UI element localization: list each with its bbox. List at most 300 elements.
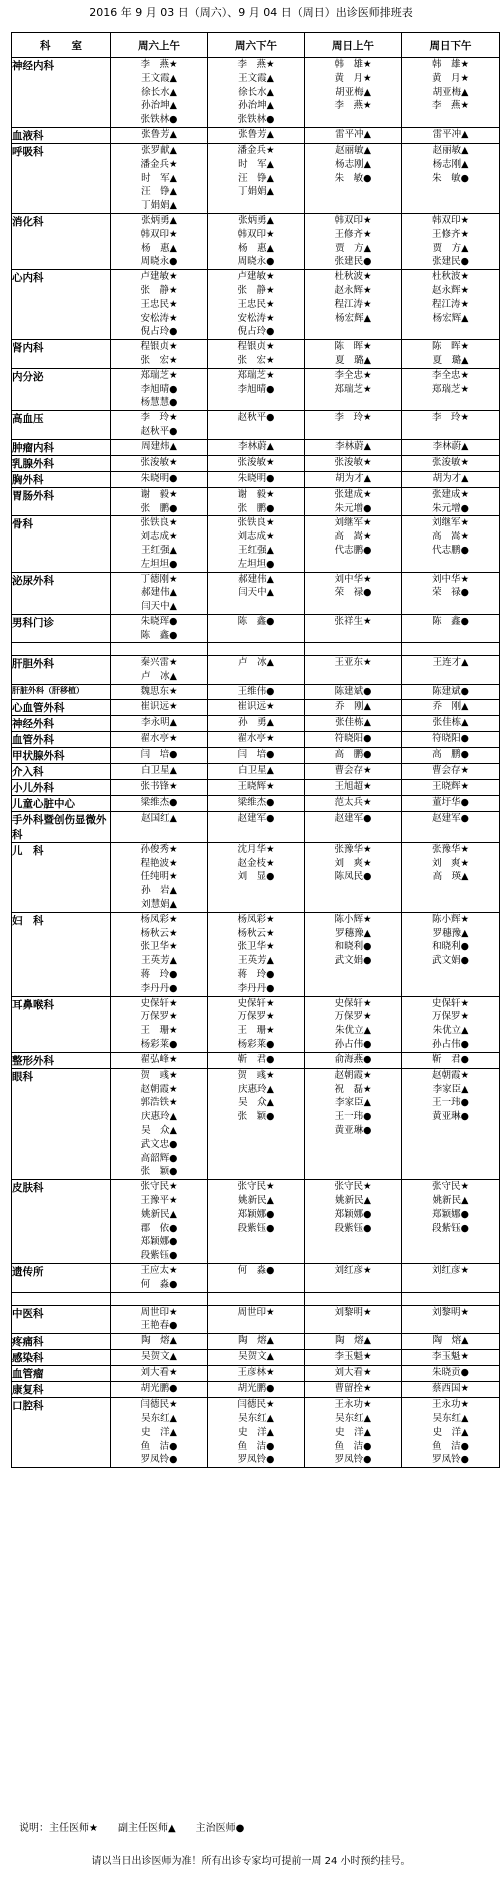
doctor-entry — [402, 325, 499, 339]
doctor-entry: 王文霞▲ — [141, 72, 177, 84]
doctor-entry: 王亚东★ — [334, 657, 372, 669]
schedule-cell-sat-pm — [208, 213, 305, 269]
doctor-entry: 张守民★ — [237, 1181, 275, 1193]
schedule-cell-sun-am — [305, 58, 402, 128]
doctor-entry: 周世印★ — [140, 1306, 178, 1318]
doctor-entry: 闫天中▲ — [141, 601, 177, 613]
doctor-entry: 程银贞★ — [140, 341, 178, 353]
doctor-entry — [402, 968, 499, 982]
dept-name: 感染科 — [12, 1350, 111, 1366]
doctor-entry — [402, 396, 499, 410]
doctor-entry: 代志鹏● — [432, 544, 469, 556]
doctor-entry: 闫德民★ — [237, 1399, 275, 1411]
header-row — [12, 33, 500, 58]
schedule-cell-sun-pm — [402, 411, 500, 440]
doctor-entry: 卢建敏★ — [140, 271, 178, 283]
doctor-entry: 万保罗★ — [237, 1011, 275, 1023]
doctor-entry — [208, 884, 304, 898]
doctor-entry: 罗穗豫▲ — [432, 927, 469, 939]
schedule-cell-sat-pm — [208, 143, 305, 213]
schedule-cell-sat-am — [111, 699, 208, 715]
doctor-entry: 郡 依● — [140, 1222, 178, 1234]
doctor-entry: 黄 月★ — [431, 72, 470, 84]
doctor-entry — [305, 982, 401, 996]
doctor-entry: 史 洋▲ — [432, 1426, 469, 1438]
doctor-entry: 朱元增● — [432, 502, 469, 514]
doctor-entry — [208, 396, 304, 410]
doctor-entry: 韩双印★ — [431, 214, 470, 226]
dept-row — [12, 516, 500, 572]
schedule-cell-sun-pm — [402, 1305, 500, 1334]
dept-name: 高血压 — [12, 411, 111, 440]
doctor-entry: 汪 铮▲ — [238, 172, 274, 184]
doctor-entry: 杨宏辉▲ — [335, 312, 371, 324]
doctor-entry: 李家臣▲ — [432, 1083, 469, 1095]
doctor-entry: 赵永辉★ — [334, 284, 372, 296]
doctor-entry — [208, 1249, 304, 1263]
dept-row — [12, 1382, 500, 1398]
doctor-entry: 张建成★ — [334, 488, 372, 500]
schedule-cell-sat-pm — [208, 411, 305, 440]
dept-name: 儿童心脏中心 — [12, 795, 111, 811]
dept-row — [12, 270, 500, 340]
doctor-entry: 杨宏辉▲ — [432, 312, 469, 324]
dept-name: 甲状腺外科 — [12, 747, 111, 763]
doctor-entry: 安松涛★ — [140, 312, 178, 324]
schedule-cell-sat-am — [111, 368, 208, 410]
doctor-entry: 陈 鑫● — [237, 615, 275, 627]
doctor-entry: 王一玮● — [334, 1111, 372, 1123]
doctor-entry: 王永功★ — [431, 1399, 470, 1411]
schedule-cell-sat-pm — [208, 1334, 305, 1350]
doctor-entry — [208, 1165, 304, 1179]
schedule-cell-sat-pm — [208, 127, 305, 143]
gap-cell — [208, 643, 305, 656]
schedule-cell-sun-pm — [402, 439, 500, 455]
doctor-entry: 乔 刚▲ — [432, 700, 469, 712]
doctor-entry: 李 燕★ — [237, 59, 275, 70]
doctor-entry: 王一玮● — [432, 1097, 469, 1109]
doctor-entry: 张守民★ — [431, 1181, 470, 1193]
dept-name: 胸外科 — [12, 471, 111, 487]
schedule-cell-sun-am — [305, 411, 402, 440]
section-gap — [12, 1292, 500, 1305]
schedule-cell-sat-pm — [208, 779, 305, 795]
doctor-entry: 谢 毅★ — [140, 488, 178, 500]
doctor-entry: 姚新民▲ — [238, 1195, 274, 1206]
schedule-cell-sun-am — [305, 1350, 402, 1366]
schedule-cell-sun-pm — [402, 1398, 500, 1468]
dept-name: 整形外科 — [12, 1052, 111, 1068]
doctor-entry: 史 洋▲ — [335, 1426, 371, 1438]
schedule-cell-sat-pm — [208, 58, 305, 128]
doctor-entry — [208, 1278, 304, 1292]
doctor-entry: 张 颖● — [140, 1166, 178, 1178]
schedule-cell-sun-am — [305, 1334, 402, 1350]
dept-row — [12, 143, 500, 213]
doctor-entry: 罗穗豫▲ — [335, 927, 371, 939]
doctor-entry: 张豫华★ — [431, 843, 470, 855]
doctor-entry: 时 军▲ — [238, 158, 274, 170]
doctor-entry: 史保轩★ — [431, 997, 470, 1009]
dept-name: 儿 科 — [12, 842, 111, 912]
dept-row — [12, 1398, 500, 1468]
schedule-cell-sat-am — [111, 811, 208, 842]
doctor-entry — [402, 884, 499, 898]
doctor-entry: 王艳春● — [140, 1320, 178, 1332]
schedule-cell-sun-am — [305, 572, 402, 614]
doctor-entry: 李 燕★ — [140, 59, 178, 70]
doctor-entry: 左坦坦● — [237, 558, 275, 570]
dept-row — [12, 487, 500, 516]
schedule-cell-sun-pm — [402, 763, 500, 779]
doctor-entry: 曹留拴★ — [334, 1383, 372, 1395]
schedule-cell-sat-am — [111, 270, 208, 340]
doctor-entry: 闫德民★ — [140, 1399, 178, 1411]
doctor-entry: 赵丽敏▲ — [432, 144, 469, 156]
doctor-entry — [402, 185, 499, 199]
doctor-entry: 鱼 洁● — [334, 1440, 372, 1452]
doctor-entry: 朱 敏● — [432, 172, 469, 184]
schedule-cell-sat-am — [111, 1068, 208, 1179]
doctor-entry: 杨志刚▲ — [432, 158, 469, 170]
doctor-entry: 李家臣▲ — [335, 1097, 371, 1109]
doctor-entry: 胡为才▲ — [335, 472, 371, 484]
schedule-cell-sun-pm — [402, 270, 500, 340]
doctor-entry: 徐长水▲ — [141, 86, 177, 98]
schedule-cell-sat-am — [111, 779, 208, 795]
doctor-entry: 郑颖娜● — [432, 1208, 469, 1220]
schedule-cell-sun-pm — [402, 58, 500, 128]
doctor-entry: 韩双印★ — [237, 228, 275, 240]
doctor-entry — [402, 1152, 499, 1166]
footer-note: 请以当日出诊医师为准！所有出诊专家均可提前一周 24 小时预约挂号。 — [91, 1856, 411, 1867]
doctor-entry: 鱼 洁● — [237, 1440, 275, 1452]
schedule-cell-sun-am — [305, 471, 402, 487]
doctor-entry: 赵建军● — [237, 812, 275, 824]
doctor-entry: 赵朝霞★ — [334, 1069, 372, 1081]
schedule-cell-sat-am — [111, 912, 208, 996]
dept-row — [12, 455, 500, 471]
schedule-cell-sat-pm — [208, 731, 305, 747]
schedule-cell-sat-am — [111, 763, 208, 779]
doctor-entry: 李丹丹● — [237, 982, 275, 994]
schedule-cell-sun-pm — [402, 912, 500, 996]
doctor-entry: 李永明▲ — [141, 716, 177, 728]
doctor-entry — [402, 898, 499, 912]
dept-name: 消化科 — [12, 213, 111, 269]
schedule-cell-sun-am — [305, 779, 402, 795]
schedule-cell-sun-am — [305, 656, 402, 685]
doctor-entry — [305, 425, 401, 439]
doctor-entry — [402, 670, 499, 684]
dept-row — [12, 614, 500, 643]
schedule-cell-sat-am — [111, 487, 208, 516]
doctor-entry: 郑瑞芝★ — [140, 369, 178, 381]
doctor-entry — [305, 1249, 401, 1263]
doctor-entry: 白卫星▲ — [238, 764, 274, 776]
schedule-cell-sun-am — [305, 368, 402, 410]
schedule-cell-sun-pm — [402, 1052, 500, 1068]
doctor-entry: 杜秋波★ — [334, 271, 372, 283]
doctor-entry: 谢 毅★ — [237, 488, 275, 500]
doctor-entry: 罗凤铃● — [237, 1454, 275, 1466]
doctor-entry: 朱晓珲● — [140, 615, 178, 627]
doctor-entry: 段紫钰● — [334, 1222, 372, 1234]
doctor-entry: 段紫钰● — [432, 1222, 469, 1234]
doctor-entry: 张浚敏★ — [140, 456, 178, 468]
schedule-cell-sun-am — [305, 763, 402, 779]
doctor-entry: 陈 晖★ — [334, 341, 372, 353]
header-sun-am: 周日上午 — [305, 33, 402, 58]
doctor-entry: 刘红彦★ — [431, 1264, 470, 1276]
doctor-entry: 孙俊秀★ — [140, 843, 178, 855]
doctor-entry: 崔识远★ — [237, 700, 275, 712]
doctor-entry: 乔 刚▲ — [335, 700, 371, 712]
doctor-entry: 鱼 洁● — [140, 1440, 178, 1452]
schedule-cell-sun-am — [305, 340, 402, 369]
dept-name: 肿瘤内科 — [12, 439, 111, 455]
doctor-entry: 曹会存★ — [431, 764, 470, 776]
dept-name: 胃肠外科 — [12, 487, 111, 516]
doctor-entry — [305, 968, 401, 982]
doctor-entry: 赵秋平● — [237, 412, 275, 424]
schedule-cell-sat-pm — [208, 1398, 305, 1468]
dept-name: 心血管外科 — [12, 699, 111, 715]
doctor-entry — [402, 1319, 499, 1333]
doctor-entry: 李 燕★ — [431, 100, 470, 112]
schedule-cell-sun-am — [305, 1382, 402, 1398]
doctor-entry: 张卫华★ — [237, 941, 275, 953]
doctor-entry: 刘黎明★ — [431, 1306, 470, 1318]
schedule-cell-sat-pm — [208, 699, 305, 715]
doctor-entry: 朱晓明● — [140, 472, 178, 484]
schedule-cell-sun-am — [305, 143, 402, 213]
doctor-entry: 陈小辉★ — [334, 913, 372, 925]
doctor-entry — [305, 1319, 401, 1333]
doctor-entry: 陈 鑫● — [140, 629, 178, 641]
doctor-entry: 张炳勇▲ — [238, 214, 274, 226]
dept-name: 血液科 — [12, 127, 111, 143]
schedule-cell-sun-pm — [402, 795, 500, 811]
schedule-cell-sun-am — [305, 912, 402, 996]
dept-name: 呼吸科 — [12, 143, 111, 213]
doctor-entry: 张浚敏★ — [237, 456, 275, 468]
doctor-entry: 刘 爽★ — [431, 857, 470, 869]
doctor-entry: 代志鹏● — [334, 544, 372, 556]
schedule-cell-sat-pm — [208, 1263, 305, 1292]
doctor-entry — [305, 199, 401, 213]
doctor-entry: 李 玲★ — [431, 412, 470, 424]
doctor-entry — [305, 1278, 401, 1292]
schedule-cell-sun-pm — [402, 811, 500, 842]
doctor-entry — [305, 1138, 401, 1152]
dept-row — [12, 471, 500, 487]
doctor-entry: 李林蔚▲ — [335, 440, 371, 452]
doctor-entry: 郑颖娜● — [334, 1208, 372, 1220]
schedule-cell-sun-am — [305, 685, 402, 700]
doctor-entry: 孙治坤▲ — [238, 100, 274, 112]
doctor-entry: 赵金枝★ — [237, 857, 275, 869]
doctor-entry: 胡光鹏● — [140, 1383, 178, 1395]
doctor-entry: 王豫平★ — [140, 1195, 178, 1206]
dept-row — [12, 340, 500, 369]
schedule-cell-sat-pm — [208, 1052, 305, 1068]
doctor-entry: 高 嵩★ — [334, 531, 372, 543]
doctor-entry: 张建民● — [432, 256, 469, 268]
doctor-entry: 姚新民▲ — [432, 1195, 469, 1206]
dept-row — [12, 699, 500, 715]
doctor-entry: 刘中华★ — [334, 573, 372, 585]
doctor-entry: 张 宏★ — [140, 354, 178, 366]
schedule-cell-sat-am — [111, 1180, 208, 1264]
doctor-entry: 朱晓明● — [237, 472, 275, 484]
doctor-entry: 雷平冲▲ — [335, 128, 371, 140]
schedule-cell-sat-am — [111, 656, 208, 685]
schedule-cell-sat-pm — [208, 795, 305, 811]
schedule-cell-sat-pm — [208, 516, 305, 572]
gap-cell — [111, 1292, 208, 1305]
schedule-cell-sun-pm — [402, 747, 500, 763]
schedule-cell-sun-pm — [402, 1180, 500, 1264]
doctor-entry — [402, 113, 499, 127]
schedule-cell-sat-am — [111, 731, 208, 747]
schedule-cell-sun-am — [305, 842, 402, 912]
doctor-entry: 罗凤铃● — [140, 1454, 178, 1466]
doctor-entry: 杨 惠▲ — [238, 242, 274, 254]
schedule-cell-sun-am — [305, 699, 402, 715]
schedule-cell-sat-pm — [208, 1068, 305, 1179]
doctor-entry: 张鲁芳▲ — [238, 128, 274, 140]
dept-name: 男科门诊 — [12, 614, 111, 643]
dept-name: 心内科 — [12, 270, 111, 340]
doctor-entry: 郭浩铁★ — [140, 1097, 178, 1109]
doctor-entry: 刘志成★ — [237, 531, 275, 543]
doctor-entry: 翟水亭★ — [237, 732, 275, 744]
doctor-entry: 蔡西国★ — [431, 1383, 470, 1395]
dept-row — [12, 1068, 500, 1179]
doctor-entry: 赵朝霞★ — [140, 1083, 178, 1095]
schedule-cell-sat-pm — [208, 996, 305, 1052]
gap-cell — [12, 643, 111, 656]
doctor-entry: 武文娟● — [334, 955, 372, 967]
header-dept: 科 室 — [12, 33, 111, 58]
doctor-entry: 王英芳▲ — [238, 955, 274, 967]
gap-cell — [402, 643, 500, 656]
doctor-entry: 朱优立▲ — [335, 1025, 371, 1037]
doctor-entry — [402, 1249, 499, 1263]
doctor-entry: 王英芳▲ — [141, 955, 177, 967]
doctor-entry: 武文忠● — [140, 1138, 178, 1150]
doctor-entry: 郑瑞芝★ — [334, 383, 372, 395]
doctor-entry — [402, 982, 499, 996]
doctor-entry: 刘中华★ — [431, 573, 470, 585]
schedule-cell-sat-pm — [208, 614, 305, 643]
doctor-entry: 贾 方▲ — [335, 242, 371, 254]
schedule-cell-sat-am — [111, 143, 208, 213]
doctor-entry: 高 瑛▲ — [432, 871, 469, 883]
doctor-entry — [402, 558, 499, 572]
doctor-entry: 赵丽敏▲ — [335, 144, 371, 156]
doctor-entry: 王 珊★ — [237, 1025, 275, 1037]
dept-row — [12, 685, 500, 700]
doctor-entry — [208, 1152, 304, 1166]
doctor-entry: 韩 雄★ — [431, 59, 470, 70]
schedule-cell-sun-am — [305, 439, 402, 455]
dept-row — [12, 1305, 500, 1334]
doctor-entry: 张书锋★ — [140, 780, 178, 792]
schedule-cell-sun-am — [305, 1398, 402, 1468]
doctor-entry: 刘 爽★ — [334, 857, 372, 869]
doctor-entry — [305, 1152, 401, 1166]
doctor-entry: 杨慧慧● — [140, 397, 178, 409]
schedule-cell-sun-am — [305, 270, 402, 340]
doctor-entry — [305, 884, 401, 898]
doctor-entry: 何 淼● — [237, 1264, 275, 1276]
doctor-entry: 徐长水▲ — [238, 86, 274, 98]
doctor-entry: 张 宏★ — [237, 354, 275, 366]
doctor-entry — [208, 1235, 304, 1249]
doctor-entry — [305, 670, 401, 684]
doctor-entry: 张 鹏● — [140, 502, 178, 514]
schedule-cell-sun-am — [305, 1263, 402, 1292]
doctor-entry: 杨秋云★ — [140, 927, 178, 939]
schedule-cell-sun-am — [305, 455, 402, 471]
schedule-cell-sat-pm — [208, 455, 305, 471]
schedule-cell-sun-pm — [402, 656, 500, 685]
doctor-entry: 万保罗★ — [140, 1011, 178, 1023]
schedule-cell-sun-pm — [402, 731, 500, 747]
doctor-entry: 符晓阳● — [432, 732, 469, 744]
schedule-cell-sun-pm — [402, 127, 500, 143]
doctor-entry: 刘继军★ — [431, 517, 470, 529]
doctor-entry: 程艳波★ — [140, 857, 178, 869]
schedule-cell-sun-am — [305, 1366, 402, 1382]
dept-name: 神经外科 — [12, 715, 111, 731]
doctor-entry: 陈 鑫● — [432, 615, 469, 627]
doctor-entry: 张罗献▲ — [141, 144, 177, 156]
doctor-entry: 曹会存★ — [334, 764, 372, 776]
doctor-entry: 张浚敏★ — [431, 456, 470, 468]
doctor-entry: 罗凤铃● — [432, 1454, 469, 1466]
doctor-entry: 杨志刚▲ — [335, 158, 371, 170]
doctor-entry: 刘 显● — [237, 871, 275, 883]
doctor-entry: 李旭晴● — [237, 383, 275, 395]
doctor-entry: 王晓辉★ — [431, 780, 470, 792]
dept-name: 中医科 — [12, 1305, 111, 1334]
doctor-entry: 陈小辉★ — [431, 913, 470, 925]
schedule-cell-sat-pm — [208, 1350, 305, 1366]
gap-cell — [305, 643, 402, 656]
doctor-entry — [208, 1319, 304, 1333]
doctor-entry: 李旭晴● — [140, 383, 178, 395]
doctor-entry: 鱼 洁● — [432, 1440, 469, 1452]
doctor-entry: 卢 冰▲ — [141, 671, 177, 683]
dept-row — [12, 996, 500, 1052]
schedule-cell-sat-am — [111, 1382, 208, 1398]
header-sat-am: 周六上午 — [111, 33, 208, 58]
doctor-entry — [208, 1124, 304, 1138]
doctor-entry: 王修齐★ — [431, 228, 470, 240]
doctor-entry: 刘大看★ — [334, 1367, 372, 1379]
dept-row — [12, 439, 500, 455]
doctor-entry: 韩双印★ — [140, 228, 178, 240]
doctor-entry: 张建成★ — [431, 488, 470, 500]
doctor-entry: 武文娟● — [432, 955, 469, 967]
dept-row — [12, 368, 500, 410]
schedule-cell-sun-am — [305, 487, 402, 516]
doctor-entry: 史保轩★ — [140, 997, 178, 1009]
